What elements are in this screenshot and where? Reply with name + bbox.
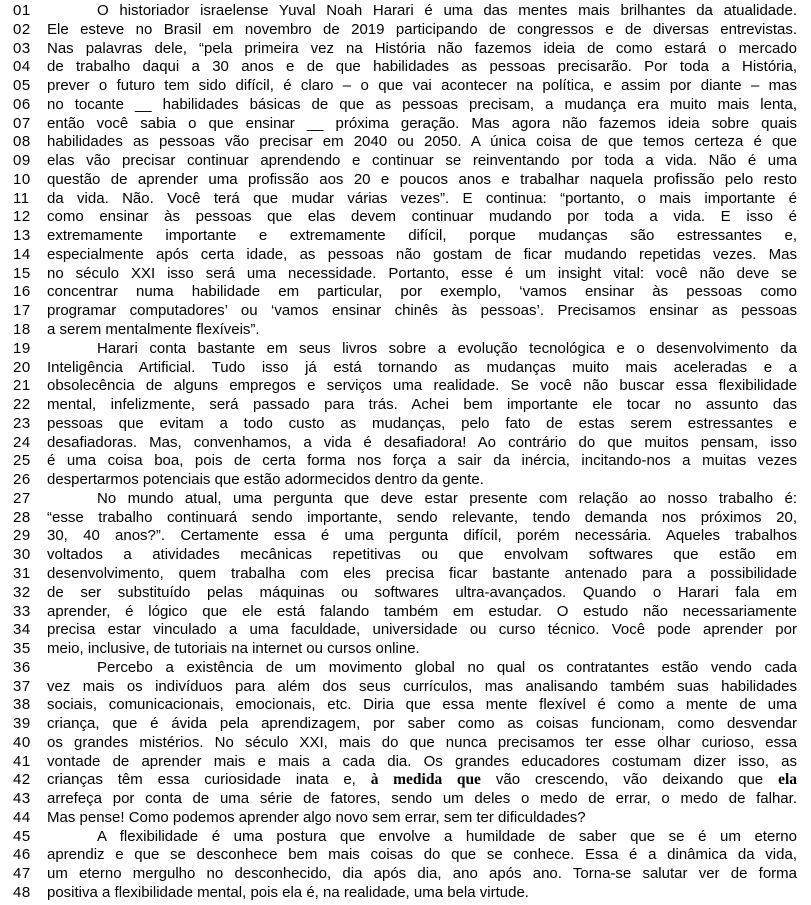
text-line [0, 546, 811, 565]
line-number: 19 [13, 339, 31, 357]
line-number: 42 [13, 771, 31, 789]
line-text: habilidades as pessoas vão precisar em 2040 ou 2050. A única coisa de que temos certeza é que [47, 133, 797, 151]
line-number: 47 [13, 865, 31, 883]
line-text: aprendiz e que se desconhece bem mais coisas do que se conhece. Essa é a dinâmica da vida, [47, 846, 797, 864]
text-line [0, 490, 811, 509]
line-text: desafiadoras. Mas, convenhamos, a vida é desafiadora! Ao contrário do que muitos pensam, isso [47, 433, 797, 451]
text-line [0, 452, 811, 471]
text-line [0, 359, 811, 378]
line-number: 09 [13, 152, 31, 170]
line-number: 39 [13, 715, 31, 733]
line-number: 15 [13, 264, 31, 282]
text-line [0, 115, 811, 134]
line-text: programar computadores’ ou ‘vamos ensinar chinês às pessoas’. Precisamos ensinar as pessoas [47, 302, 797, 320]
text-line [0, 715, 811, 734]
line-number: 14 [13, 245, 31, 263]
line-number: 04 [13, 58, 31, 76]
text-line [0, 659, 811, 678]
line-text: um eterno mergulho no desconhecido, dia após dia, ano após ano. Torna-se salutar ver de forma [47, 865, 797, 883]
text-line [0, 734, 811, 753]
line-text: precisa estar vinculado a uma faculdade, universidade ou curso técnico. Você pode aprender por [47, 621, 797, 639]
text-line [0, 246, 811, 265]
text-line [0, 434, 811, 453]
line-number: 24 [13, 433, 31, 451]
text-line [0, 828, 811, 847]
line-number: 46 [13, 846, 31, 864]
line-text: No mundo atual, uma pergunta que deve estar presente com relação ao nosso trabalho é: [97, 489, 797, 507]
text-line [0, 678, 811, 697]
line-number: 21 [13, 377, 31, 395]
line-number: 07 [13, 114, 31, 132]
text-line [0, 603, 811, 622]
line-text: despertarmos potenciais que estão adormecidos dentro da gente. [47, 471, 484, 489]
text-line [0, 565, 811, 584]
text-line [0, 283, 811, 302]
text-line [0, 415, 811, 434]
line-text: Harari conta bastante em seus livros sobre a evolução tecnológica e o desenvolvimento da [97, 339, 797, 357]
line-number: 41 [13, 752, 31, 770]
line-number: 35 [13, 640, 31, 658]
text-line [0, 584, 811, 603]
text-line [0, 753, 811, 772]
line-text: O historiador israelense Yuval Noah Harari é uma das mentes mais brilhantes da atualidade. [97, 2, 797, 19]
line-text: desenvolvimento, quem trabalha com eles precisa ficar bastante antenado para a possibilidade [47, 564, 797, 582]
line-number: 23 [13, 414, 31, 432]
line-number: 45 [13, 827, 31, 845]
text-line [0, 696, 811, 715]
text-line [0, 865, 811, 884]
text-line [0, 377, 811, 396]
line-text: aprender, é lógico que ele está falando também em estudar. O estudo não necessariamente [47, 602, 797, 620]
line-text: extremamente importante e extremamente difícil, porque mudanças são estressantes e, [47, 227, 797, 245]
line-number: 31 [13, 564, 31, 582]
text-line [0, 621, 811, 640]
line-text: no tocante __ habilidades básicas de que as pessoas precisam, a mudança era muito mais lenta, [47, 95, 797, 113]
line-number: 25 [13, 452, 31, 470]
line-number: 01 [13, 2, 31, 19]
line-number: 27 [13, 489, 31, 507]
text-line [0, 152, 811, 171]
line-text: de trabalho daqui a 30 anos e de que habilidades as pessoas precisarão. Por toda a História, [47, 58, 797, 76]
line-text: como ensinar às pessoas que elas devem continuar mudando por toda a vida. E isso é [47, 208, 797, 226]
line-number: 48 [13, 883, 31, 901]
line-number: 16 [13, 283, 31, 301]
line-text: A flexibilidade é uma postura que envolve a humildade de saber que se é um eterno [97, 827, 797, 845]
text-line [0, 321, 811, 340]
line-text: da vida. Não. Você terá que mudar várias vezes”. E continua: “portanto, o mais importante é [47, 189, 797, 207]
text-line [0, 509, 811, 528]
text-line [0, 96, 811, 115]
line-text: vontade de aprender mais e mais a cada dia. Os grandes educadores costumam dizer isso, as [47, 752, 797, 770]
line-text: Ele esteve no Brasil em novembro de 2019 participando de congressos e de diversas entrevistas. [47, 20, 797, 38]
line-text: criança, que é ávida pela aprendizagem, por saber como as coisas funcionam, como desvendar [47, 715, 797, 733]
line-text: vez mais os indivíduos para além dos seus currículos, mas analisando também suas habilidades [47, 677, 797, 695]
text-line [0, 640, 811, 659]
line-text: elas vão precisar continuar aprendendo e continuar se reinventando por toda a vida. Não é uma [47, 152, 797, 170]
line-number: 38 [13, 696, 31, 714]
line-number: 10 [13, 170, 31, 188]
line-number: 20 [13, 358, 31, 376]
text-line [0, 884, 811, 903]
line-text: sociais, comunicacionais, emocionais, etc. Diria que essa mente flexível é como a mente de uma [47, 696, 797, 714]
line-number: 29 [13, 527, 31, 545]
text-line [0, 2, 811, 21]
text-line [0, 58, 811, 77]
line-text: de ser substituído pelas máquinas ou softwares ultra-avançados. Quando o Harari fala em [47, 583, 797, 601]
line-text: os grandes mistérios. No século XXI, mais do que nunca precisamos ter esse olhar curioso, essa [47, 733, 797, 751]
line-number: 18 [13, 321, 31, 339]
line-number: 08 [13, 133, 31, 151]
line-number: 13 [13, 227, 31, 245]
line-text: a serem mentalmente flexíveis”. [47, 321, 260, 339]
line-text: questão de aprender uma profissão aos 20 e poucos anos e trabalhar naquela profissão pelo resto [47, 170, 797, 188]
text-line [0, 265, 811, 284]
line-number: 03 [13, 39, 31, 57]
line-text: arrefeça por conta de uma série de fatores, sendo um deles o medo de errar, o medo de falhar. [47, 790, 797, 808]
text-line [0, 771, 811, 790]
line-text: Percebo a existência de um movimento global no qual os contratantes estão vendo cada [97, 658, 797, 676]
line-text: positiva a flexibilidade mental, pois ela é, na realidade, uma bela virtude. [47, 883, 529, 901]
line-text: crianças têm essa curiosidade inata e, à medida que vão crescendo, vão deixando que ela [47, 771, 797, 789]
line-number: 02 [13, 20, 31, 38]
text-line [0, 208, 811, 227]
line-number: 40 [13, 733, 31, 751]
line-number: 11 [13, 189, 30, 207]
line-number: 32 [13, 583, 31, 601]
line-text: prever o futuro tem sido difícil, é claro – o que vai acontecer na política, e assim por diante – mas [47, 77, 797, 95]
text-line [0, 809, 811, 828]
line-number: 26 [13, 471, 31, 489]
text-line [0, 133, 811, 152]
line-text: mental, infelizmente, será passado para trás. Achei bem importante ele tocar no assunto das [47, 396, 797, 414]
line-text: pessoas que evitam a todo custo as mudanças, pelo fato de estas serem estressantes e [47, 414, 797, 432]
text-line [0, 190, 811, 209]
text-line [0, 846, 811, 865]
line-number: 33 [13, 602, 31, 620]
text-line [0, 302, 811, 321]
line-number: 12 [13, 208, 31, 226]
text-line [0, 227, 811, 246]
line-number: 44 [13, 808, 31, 826]
line-text: voltados a atividades mecânicas repetitivas ou que envolvam softwares que estão em [47, 546, 797, 564]
text-line [0, 527, 811, 546]
line-text: no século XXI isso será uma necessidade. Portanto, esse é um insight vital: você não deve se [47, 264, 797, 282]
line-number: 06 [13, 95, 31, 113]
line-text: “esse trabalho continuará sendo importante, sendo relevante, tendo demanda nos próximos 20, [47, 508, 797, 526]
line-number: 22 [13, 396, 31, 414]
text-line [0, 171, 811, 190]
text-passage [0, 2, 811, 903]
line-text: então você sabia o que ensinar __ próxima geração. Mas agora não fazemos ideia sobre quais [47, 114, 797, 132]
text-line [0, 396, 811, 415]
line-number: 28 [13, 508, 31, 526]
text-line [0, 40, 811, 59]
line-text: meio, inclusive, de tutoriais na internet ou cursos online. [47, 640, 420, 658]
text-line [0, 340, 811, 359]
text-line [0, 471, 811, 490]
line-text: é uma coisa boa, pois de certa forma nos força a sair da inércia, incitando-nos a muitas vezes [47, 452, 797, 470]
text-line [0, 21, 811, 40]
line-text: Nas palavras dele, “pela primeira vez na História não fazemos ideia de como estará o mercado [47, 39, 797, 57]
line-number: 36 [13, 658, 31, 676]
bold-emphasis: ela [778, 771, 797, 789]
line-number: 43 [13, 790, 31, 808]
line-number: 17 [13, 302, 31, 320]
line-text: concentrar numa habilidade em particular, por exemplo, ‘vamos ensinar às pessoas como [47, 283, 797, 301]
line-text: Inteligência Artificial. Tudo isso já está tornando as mudanças muito mais aceleradas e a [47, 358, 797, 376]
line-number: 05 [13, 77, 31, 95]
line-number: 37 [13, 677, 31, 695]
bold-emphasis: à medida que [370, 771, 481, 789]
line-number: 34 [13, 621, 31, 639]
text-line [0, 790, 811, 809]
line-number: 30 [13, 546, 31, 564]
line-text: especialmente após certa idade, as pessoas não gostam de ficar mudando repetidas vezes. Mas [47, 245, 797, 263]
line-text: obsolecência de alguns empregos e serviços uma realidade. Se você não buscar essa flexibilidade [47, 377, 797, 395]
line-text: Mas pense! Como podemos aprender algo novo sem errar, sem ter dificuldades? [47, 808, 586, 826]
line-text: 30, 40 anos?”. Certamente essa é uma pergunta difícil, porém necessária. Aqueles trabalhos [47, 527, 797, 545]
text-line [0, 77, 811, 96]
